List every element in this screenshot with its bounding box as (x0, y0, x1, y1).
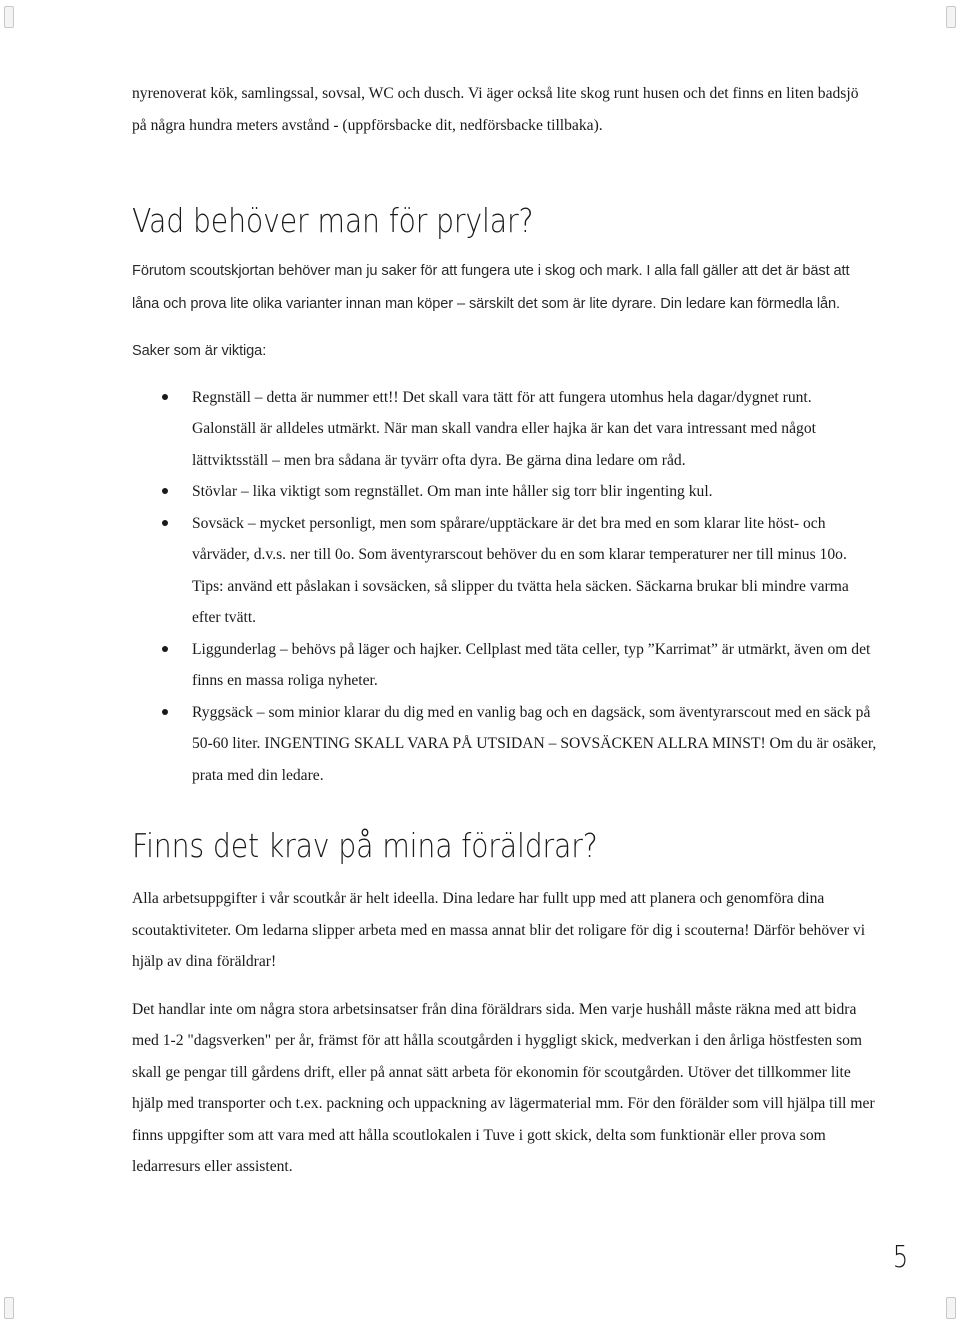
list-item (132, 634, 877, 697)
list-item (132, 508, 877, 634)
gear-list (132, 382, 877, 792)
prylar-paragraph-rest: I alla fall gäller att det är bäst att låna och prova lite olika varianter innan man köper – särskilt det som är lite dyrare. Din ledare kan förmedla lån. (132, 263, 850, 312)
bullet-icon (162, 488, 168, 494)
krav-paragraph-2: Det handlar inte om några stora arbetsinsatser från dina föräldrars sida. Men varje hushåll måste räkna med att bidra med 1-2 "dagsverken" per år, främst för att hålla scoutgården i hyggligt skick, medverkan i den årliga höstfesten som skall ge pengar till gårdens drift, eller på annat sätt arbeta för ekonomin för scoutgården. Utöver det tillkommer lite hjälp med transporter och t.ex. packning och uppackning av lägermaterial mm. För den förälder som vill hjälpa till mer finns uppgifter som att vara med att hålla scoutlokalen i Tuve i gott skick, delta som funktionär eller prova som ledarresurs eller assistent. (132, 1000, 875, 1175)
section-heading-prylar: Vad behöver man för prylar? (132, 201, 534, 240)
list-item-text: Regnställ – detta är nummer ett!! Det skall vara tätt för att fungera utomhus hela dagar/dygnet runt. Galonställ är alldeles utmärkt. När man skall vandra eller hajka är kan det vara intressant med något lättviktsställ – men bra sådana är tyvärr ofta dyra. Be gärna dina ledare om råd. (192, 388, 816, 469)
list-intro (132, 335, 877, 368)
section-heading-krav: Finns det krav på mina föräldrar? (132, 826, 598, 865)
list-item (132, 382, 877, 477)
list-item-text: Stövlar – lika viktigt som regnstället. Om man inte håller sig torr blir ingenting kul. (192, 483, 713, 500)
bullet-icon (162, 709, 168, 715)
list-intro-text: Saker som är viktiga: (132, 343, 267, 359)
page-corner-mark (4, 1297, 14, 1319)
page-corner-mark (946, 1297, 956, 1319)
list-item-text: Sovsäck – mycket personligt, men som spårare/upptäckare är det bra med en som klarar lite höst- och vårväder, d.v.s. ner till 0o. Som äventyrarscout behöver du en som klarar temperaturer ner till minus 10o. Tips: använd ett påslakan i sovsäcken, så slipper du tvätta hela säcken. Säckarna brukar bli mindre varma efter tvätt. (192, 514, 849, 626)
page-corner-mark (4, 6, 14, 28)
page-corner-mark (946, 6, 956, 28)
krav-paragraph-1: Alla arbetsuppgifter i vår scoutkår är helt ideella. Dina ledare har fullt upp med att planera och genomföra dina scoutaktiviteter. Om ledarna slipper arbeta med en massa annat blir det roligare för dig i scouterna! Därför behöver vi hjälp av dina föräldrar! (132, 890, 866, 970)
list-item (132, 476, 877, 508)
page-number: 5 (892, 1240, 908, 1275)
spacer (132, 978, 877, 994)
bullet-icon (162, 394, 168, 400)
bullet-icon (162, 520, 168, 526)
intro-paragraph: nyrenoverat kök, samlingssal, sovsal, WC och dusch. Vi äger också lite skog runt husen och det finns en liten badsjö på några hundra meters avstånd - (uppförsbacke dit, nedförsbacke tillbaka). (132, 85, 859, 134)
list-item-text: Liggunderlag – behövs på läger och hajker. Cellplast med täta celler, typ ”Karrimat” är utmärkt, även om det finns en massa roliga nyheter. (192, 640, 871, 689)
prylar-paragraph-sans: Förutom scoutskjortan behöver man ju saker för att fungera ute i skog och mark. (132, 263, 643, 279)
list-item-text: Ryggsäck – som minior klarar du dig med en vanlig bag och en dagsäck, som äventyrarscout med en säck på 50-60 liter. INGENTING SKALL VARA PÅ UTSIDAN – SOVSÄCKEN ALLRA MINST! Om du är osäker, prata med din ledare. (192, 703, 877, 784)
prylar-paragraph (132, 255, 877, 320)
spacer (132, 320, 877, 335)
bullet-icon (162, 646, 168, 652)
document-body (132, 78, 877, 1183)
list-item (132, 697, 877, 792)
